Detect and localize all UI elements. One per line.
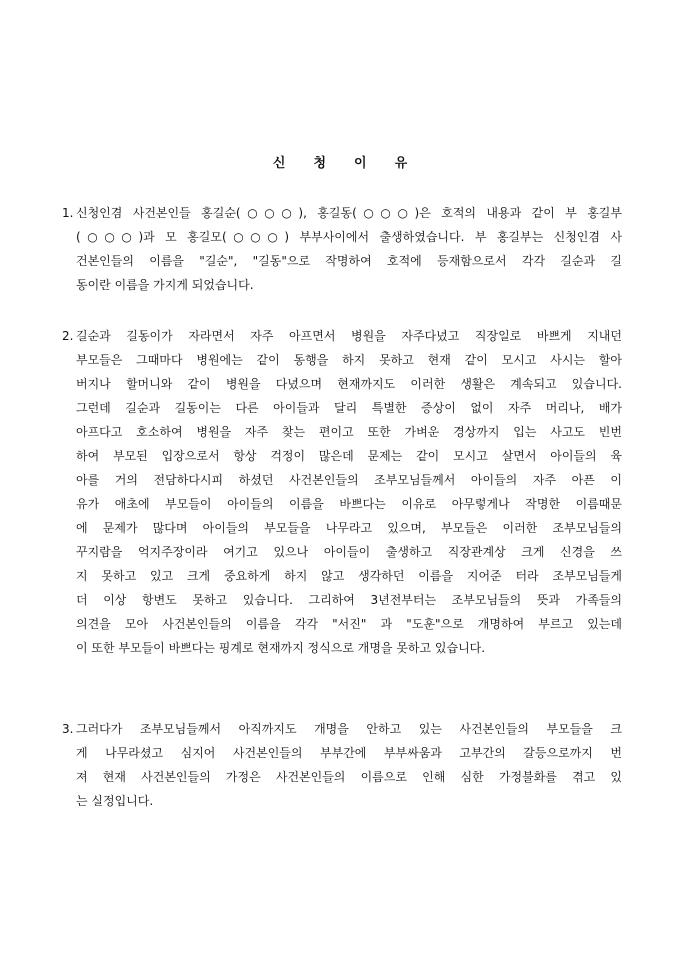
paragraph-number: 3. — [62, 722, 74, 736]
text-line: 의견을 모아 사건본인들의 이름을 각각 "서진" 과 "도훈"으로 개명하여 부르고 있는데 — [76, 617, 622, 631]
text-line: 버지나 할머니와 같이 병원을 다녔으며 현재까지도 이러한 생활은 계속되고 있습니다. — [76, 377, 622, 391]
text-line: 져 현재 사건본인들의 가정은 사건본인들의 이름으로 인해 심한 가정불화를 겪고 있 — [76, 770, 622, 784]
text-line: 신청인겸 사건본인들 홍길순(○○○), 홍길동(○○○)은 호적의 내용과 같이 부 홍길부 — [76, 206, 622, 220]
title-char: 유 — [394, 156, 408, 171]
paragraph-number: 2. — [62, 329, 74, 343]
title-char: 신 — [272, 156, 286, 171]
text-line: 아프다고 호소하여 병원을 자주 찾는 편이고 또한 가벼운 경상까지 입는 사고도 빈번 — [76, 425, 622, 439]
title-char: 이 — [354, 156, 367, 171]
paragraph-2 — [62, 324, 622, 660]
text-line: 아를 거의 전담하다시피 하셨던 사건본인들의 조부모님들께서 아이들의 자주 아픈 이 — [76, 473, 622, 487]
text-line: (○○○)과 모 홍길모(○○○) 부부사이에서 출생하였습니다. 부 홍길부는 신청인겸 사 — [76, 230, 622, 244]
paragraph-1 — [62, 201, 622, 297]
paragraph-number: 1. — [62, 206, 74, 220]
text-line: 그러다가 조부모님들께서 아직까지도 개명을 안하고 있는 사건본인들의 부모들을 크 — [76, 722, 622, 736]
text-line: 는 실정입니다. — [76, 794, 154, 808]
text-line: 건본인들의 이름을 "길순", "길동"으로 작명하여 호적에 등재함으로서 각각 길순과 길 — [76, 254, 622, 268]
text-line: 꾸지람을 억지주장이라 여기고 있으나 아이들이 출생하고 직장관계상 크게 신경을 쓰 — [76, 545, 622, 559]
text-line: 게 나무라셨고 심지어 사건본인들의 부부간에 부부싸움과 고부간의 갈등으로까지 번 — [76, 746, 622, 760]
title-char: 청 — [313, 156, 326, 171]
text-line: 그런데 길순과 길동이는 다른 아이들과 달리 특별한 증상이 없이 자주 머리나, 배가 — [76, 401, 622, 415]
text-line: 에 문제가 많다며 아이들의 부모들을 나무라고 있으며, 부모들은 이러한 조부모님들의 — [76, 521, 622, 535]
text-line: 더 이상 항변도 못하고 있습니다. 그리하여 3년전부터는 조부모님들의 뜻과 가족들의 — [76, 593, 622, 607]
text-line: 동이란 이름을 가지게 되었습니다. — [76, 278, 254, 292]
text-line: 이 또한 부모들이 바쁘다는 핑계로 현재까지 정식으로 개명을 못하고 있습니다. — [76, 641, 486, 655]
document-title — [0, 152, 680, 171]
text-line: 유가 애초에 부모들이 아이들의 이름을 바쁘다는 이유로 아무렇게나 작명한 이름때문 — [76, 497, 622, 511]
text-line: 지 못하고 있고 크게 중요하게 하지 않고 생각하던 이름을 지어준 터라 조부모님들게 — [76, 569, 622, 583]
text-line: 길순과 길동이가 자라면서 자주 아프면서 병원을 자주다녔고 직장일로 바쁘게 지내던 — [76, 329, 622, 343]
text-line: 하여 부모된 입장으로서 항상 걱정이 많은데 문제는 같이 모시고 살면서 아이들의 육 — [76, 449, 622, 463]
paragraph-3 — [62, 717, 622, 813]
text-line: 부모들은 그때마다 병원에는 같이 동행을 하지 못하고 현재 같이 모시고 사시는 할아 — [76, 353, 622, 367]
